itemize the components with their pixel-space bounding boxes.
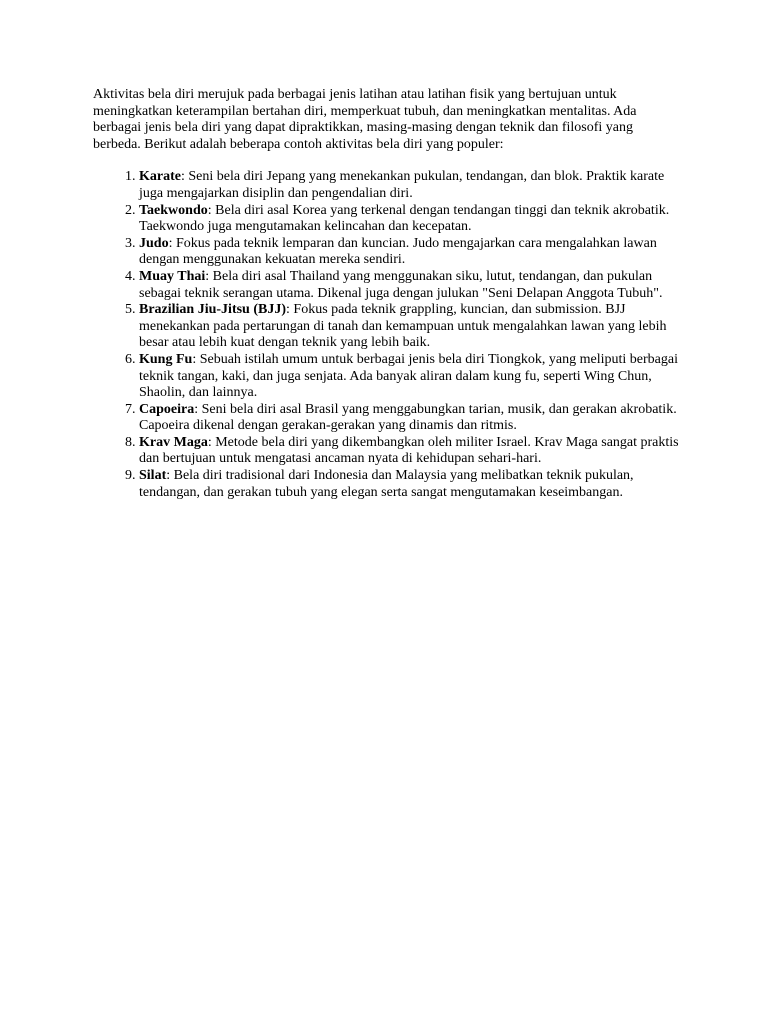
item-term: Taekwondo [139, 202, 208, 218]
item-description: : Bela diri tradisional dari Indonesia dan Malaysia yang melibatkan teknik pukulan, tendangan, dan gerakan tubuh yang elegan serta sangat mengutamakan keseimbangan. [139, 468, 634, 500]
item-description: : Bela diri asal Korea yang terkenal dengan tendangan tinggi dan teknik akrobatik. Taekwondo juga mengutamakan kelincahan dan kecepatan. [139, 202, 670, 235]
list-item-krav-maga [139, 435, 683, 468]
item-term: Silat [139, 468, 167, 484]
item-term: Brazilian Jiu-Jitsu (BJJ) [139, 302, 287, 318]
item-term: Muay Thai [139, 268, 206, 284]
list-item-bjj [139, 302, 683, 352]
item-description: : Fokus pada teknik lemparan dan kuncian. Judo mengajarkan cara mengalahkan lawan dengan menggunakan kekuatan mereka sendiri. [139, 235, 657, 268]
list-item-capoeira [139, 402, 683, 435]
document-page [93, 87, 683, 501]
item-description: : Sebuah istilah umum untuk berbagai jenis bela diri Tiongkok, yang meliputi berbagai teknik tangan, kaki, dan juga senjata. Ada banyak aliran dalam kung fu, seperti Wing Chun, Shaolin, dan lainnya. [139, 351, 678, 401]
item-description: : Metode bela diri yang dikembangkan oleh militer Israel. Krav Maga sangat praktis dan bertujuan untuk mengatasi ancaman nyata di kehidupan sehari-hari. [139, 434, 679, 467]
item-description: : Bela diri asal Thailand yang menggunakan siku, lutut, tendangan, dan pukulan sebagai teknik serangan utama. Dikenal juga dengan julukan "Seni Delapan Anggota Tubuh". [139, 268, 663, 301]
intro-paragraph: Aktivitas bela diri merujuk pada berbagai jenis latihan atau latihan fisik yang bertujuan untuk meningkatkan keterampilan bertahan diri, memperkuat tubuh, dan meningkatkan mentalitas. Ada berbagai jenis bela diri yang dapat dipraktikkan, masing-masing dengan teknik dan filosofi yang berbeda. Berikut adalah beberapa contoh aktivitas bela diri yang populer: [93, 87, 637, 152]
item-term: Kung Fu [139, 351, 193, 367]
list-item-muay-thai [139, 269, 683, 302]
item-description: : Seni bela diri asal Brasil yang menggabungkan tarian, musik, dan gerakan akrobatik. Capoeira dikenal dengan gerakan-gerakan yang dinamis dan ritmis. [139, 401, 677, 434]
list-item-kung-fu [139, 352, 683, 402]
item-description: : Seni bela diri Jepang yang menekankan pukulan, tendangan, dan blok. Praktik karate juga mengajarkan disiplin dan pengendalian diri. [139, 169, 665, 201]
item-term: Capoeira [139, 401, 195, 417]
martial-arts-list [93, 169, 683, 501]
item-term: Krav Maga [139, 434, 208, 450]
list-item-silat [139, 468, 683, 501]
item-term: Judo [139, 235, 169, 251]
item-description: : Fokus pada teknik grappling, kuncian, dan submission. BJJ menekankan pada pertarungan di tanah dan kemampuan untuk mengalahkan lawan yang lebih besar atau lebih kuat dengan teknik yang lebih baik. [139, 302, 667, 351]
item-term: Karate [139, 169, 181, 185]
list-item-taekwondo [139, 203, 683, 236]
list-item-karate [139, 169, 683, 202]
list-item-judo [139, 236, 683, 269]
